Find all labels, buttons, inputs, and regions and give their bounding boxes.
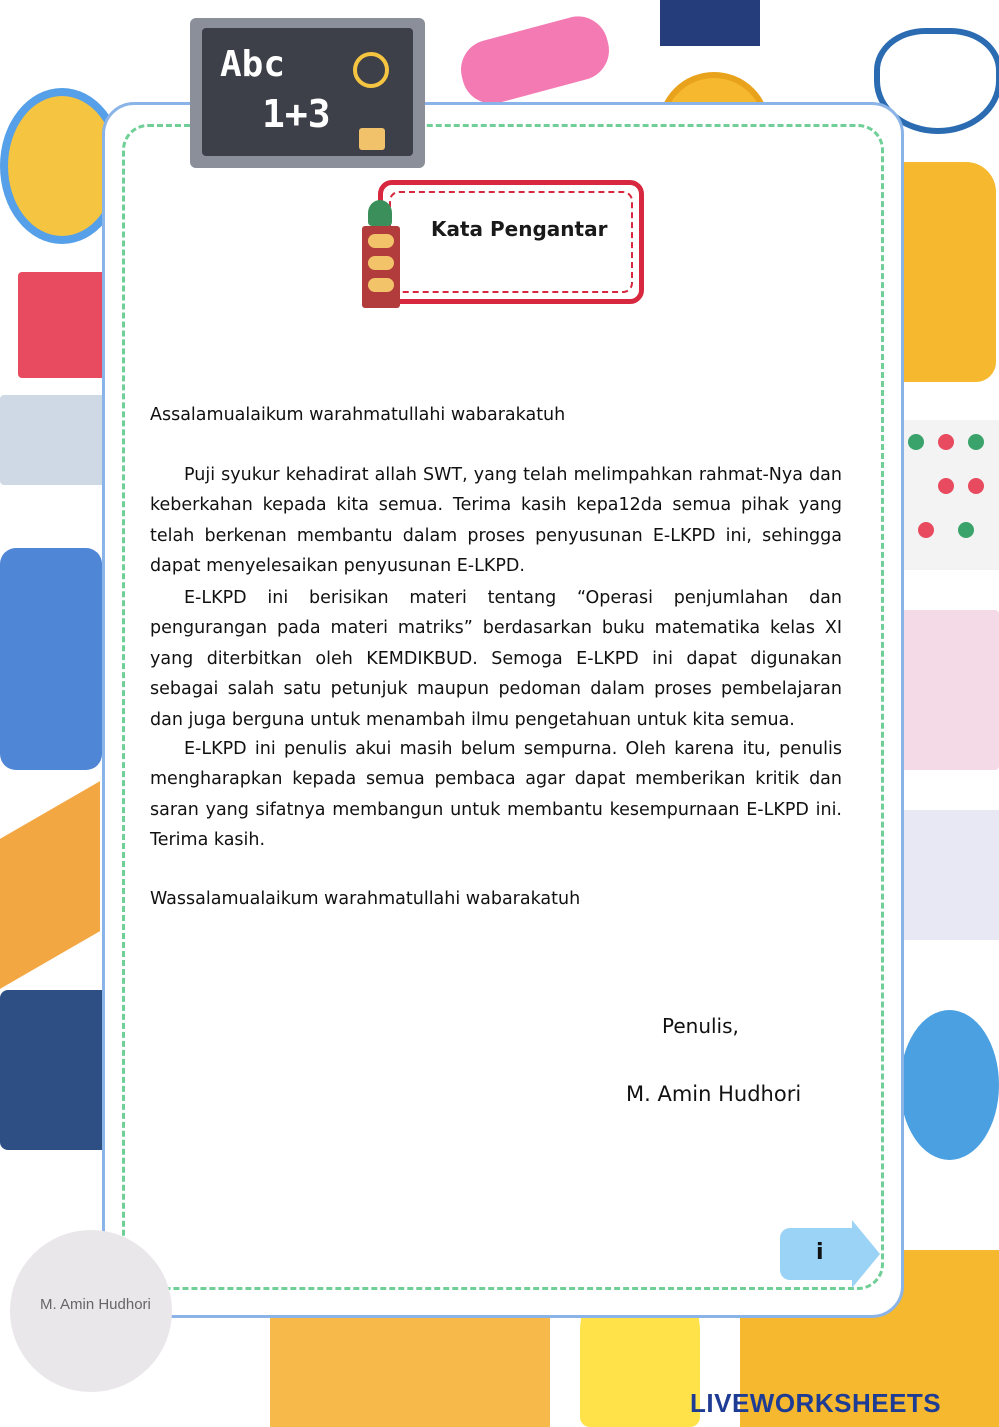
plant-icon xyxy=(368,200,392,226)
page-number: i xyxy=(816,1240,824,1265)
plant-pot-icon xyxy=(359,128,385,150)
podium-icon xyxy=(362,226,400,308)
test-tubes-icon xyxy=(900,810,999,940)
paragraph-1: Puji syukur kehadirat allah SWT, yang telah melimpahkan rahmat-Nya dan keberkahan kepada kita semua. Terima kasih kepa12da semua pihak yang telah berkenan membantu dalam proses penyusunan E-LKPD ini, sehingga dapat menyelesaikan penyusunan E-LKPD. xyxy=(150,465,842,577)
blackboard-text-line2: 1+3 xyxy=(262,92,331,136)
blackboard-text-line1: Abc xyxy=(220,44,286,85)
abacus-icon xyxy=(898,420,999,570)
liveworksheets-logo[interactable]: LIVEWORKSHEETS xyxy=(690,1388,942,1418)
backpack-icon xyxy=(0,548,102,770)
laptop-icon xyxy=(0,395,105,485)
signature-name: M. Amin Hudhori xyxy=(626,1082,802,1106)
globe-icon xyxy=(900,1010,999,1160)
signature-role: Penulis, xyxy=(662,1014,739,1038)
page-title: Kata Pengantar xyxy=(431,217,608,241)
pencil-icon xyxy=(0,781,100,989)
greeting-text: Assalamualaikum warahmatullahi wabarakatuh xyxy=(150,405,566,425)
medal-ribbon xyxy=(660,0,760,46)
blackboard-icon xyxy=(190,18,425,168)
paragraph-2: E-LKPD ini berisikan materi tentang “Operasi penjumlahan dan pengurangan pada materi matriks” berdasarkan buku matematika kelas XI yang diterbitkan oleh KEMDIKBUD. Semoga E-LKPD ini dapat digunakan sebagai salah satu petunjuk maupun pedoman dalam proses pembelajaran dan juga berguna untuk menambah ilmu pengetahuan untuk kita semua. xyxy=(150,588,842,730)
next-page-arrow[interactable] xyxy=(780,1228,852,1280)
author-watermark xyxy=(10,1230,172,1392)
title-banner xyxy=(378,180,644,304)
paragraph-3: E-LKPD ini penulis akui masih belum sempurna. Oleh karena itu, penulis mengharapkan kepada semua pembaca agar dapat memberikan kritik dan saran yang sifatnya membangun untuk membantu kesempurnaan E-LKPD ini. Terima kasih. xyxy=(150,739,842,851)
book-icon xyxy=(18,272,106,378)
closing-text: Wassalamualaikum warahmatullahi wabarakatuh xyxy=(150,889,581,909)
telescope-icon xyxy=(454,10,615,111)
author-watermark-text: M. Amin Hudhori xyxy=(40,1296,151,1313)
sun-icon xyxy=(353,52,389,88)
